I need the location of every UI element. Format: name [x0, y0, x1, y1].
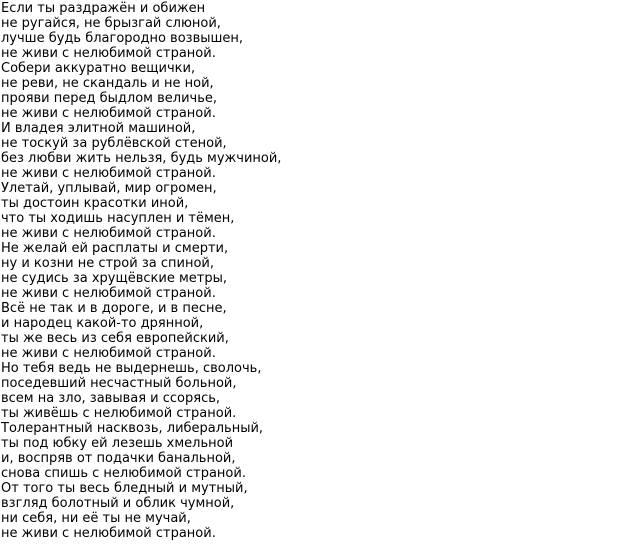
poem-line: Толерантный насквозь, либеральный, [1, 421, 264, 436]
poem-line: От того ты весь бледный и мутный, [1, 481, 248, 496]
poem-line: ты достоин красотки иной, [1, 196, 189, 211]
poem-line: и народец какой-то дрянной, [1, 316, 204, 331]
poem-line: И владея элитной машиной, [1, 121, 196, 136]
poem-line: Если ты раздражён и обижен [1, 1, 206, 16]
poem-line: не живи с нелюбимой страной. [1, 106, 216, 121]
poem-line: Но тебя ведь не выдернешь, сволочь, [1, 361, 262, 376]
poem-line: и, воспряв от подачки банальной, [1, 451, 236, 466]
poem-line: не реви, не скандаль и не ной, [1, 76, 214, 91]
poem-line: не живи с нелюбимой страной. [1, 346, 216, 361]
poem-line: Всё не так и в дороге, и в песне, [1, 301, 227, 316]
poem-line: без любви жить нельзя, будь мужчиной, [1, 151, 282, 166]
poem-line: не ругайся, не брызгай слюной, [1, 16, 221, 31]
poem-line: не судись за хрущёвские метры, [1, 271, 228, 286]
poem-line: поседевший несчастный больной, [1, 376, 237, 391]
poem-line: Улетай, уплывай, мир огромен, [1, 181, 217, 196]
poem-line: не живи с нелюбимой страной. [1, 166, 216, 181]
poem-line: ни себя, ни её ты не мучай, [1, 511, 191, 526]
poem-line: ты живёшь с нелюбимой страной. [1, 406, 237, 421]
poem-line: ну и козни не строй за спиной, [1, 256, 214, 271]
poem-line: не живи с нелюбимой страной. [1, 286, 216, 301]
poem-line: ты же весь из себя европейский, [1, 331, 229, 346]
poem-line: лучше будь благородно возвышен, [1, 31, 244, 46]
poem-line: взгляд болотный и облик чумной, [1, 496, 235, 511]
poem-line: не тоскуй за рублёвской стеной, [1, 136, 227, 151]
poem-line: не живи с нелюбимой страной. [1, 226, 216, 241]
poem-line: не живи с нелюбимой страной. [1, 46, 216, 61]
poem-line: Собери аккуратно вещички, [1, 61, 196, 76]
poem-line: Не желай ей расплаты и смерти, [1, 241, 229, 256]
poem-line: снова спишь с нелюбимой страной. [1, 466, 246, 481]
poem-line: не живи с нелюбимой страной. [1, 526, 216, 541]
poem-line: что ты ходишь насуплен и тёмен, [1, 211, 235, 226]
poem-line: всем на зло, завывая и ссорясь, [1, 391, 221, 406]
poem-line: прояви перед быдлом величье, [1, 91, 217, 106]
poem-line: ты под юбку ей лезешь хмельной [1, 436, 234, 451]
